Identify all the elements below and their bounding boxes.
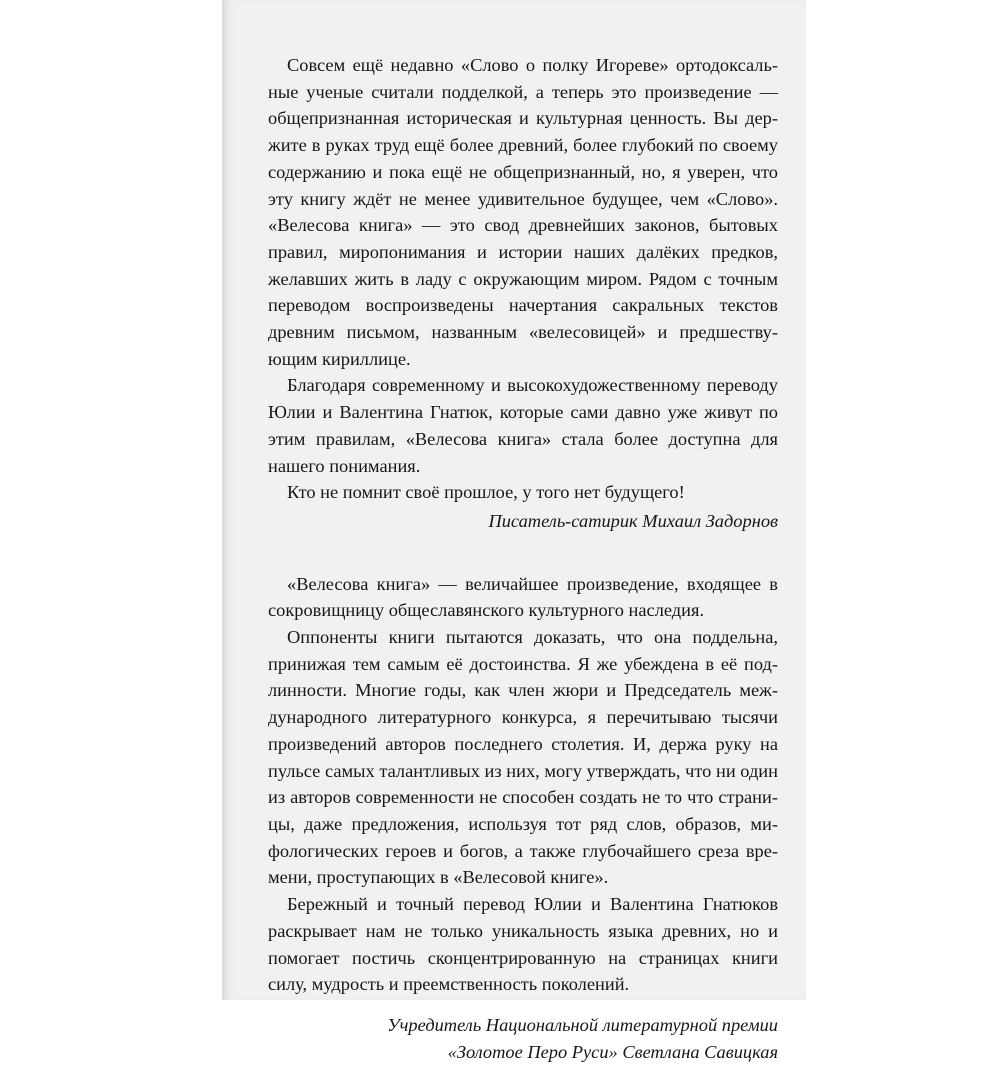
paragraph: Бережный и точный перевод Юлии и Валентина Гнатюков раскрывает нам не только уникальность языка древних, но и помогает постичь сконцентрированную на страницах книги силу, мудрость и преемственность поколений. bbox=[268, 894, 778, 995]
paragraph: Совсем ещё недавно «Слово о полку Игореве» ортодоксальные ученые считали подделкой, а теперь это произведение — общепризнанная историческая и культурная ценность. Вы держите в руках труд ещё более древний, более глубокий по своему содержанию и пока ещё не общепризнанный, но, я уверен, что эту книгу ждёт не менее удивительное будущее, чем «Слово». «Велесова книга» — это свод древнейших законов, бытовых правил, миропонимания и истории наших далёких предков, желавших жить в ладу с окружающим миром. Рядом с точным переводом воспроизведены начертания сакральных текстов древним письмом, названным «велесовицей» и предшествующим кириллице. bbox=[268, 55, 778, 369]
section-gap bbox=[268, 535, 778, 571]
testimonial-zadornov bbox=[268, 52, 778, 535]
page-text bbox=[268, 52, 778, 1065]
paragraph: Благодаря современному и высокохудожественному переводу Юлии и Валентина Гнатюк, которые сами давно уже живут по этим правилам, «Велесова книга» стала более доступна для нашего понимания. bbox=[268, 375, 778, 476]
testimonial-savitskaya bbox=[268, 571, 778, 1065]
author-signature-line2: «Золотое Перо Руси» Светлана Савицкая bbox=[447, 1041, 778, 1062]
author-signature-line1: Учредитель Национальной литературной премии bbox=[387, 1014, 778, 1035]
paragraph: Кто не помнит своё прошлое, у того нет будущего! bbox=[287, 482, 685, 503]
author-signature: Писатель-сатирик Михаил Задорнов bbox=[488, 510, 778, 531]
paragraph: Оппоненты книги пытаются доказать, что она поддельна, принижая тем самым её достоинства. Я же убеждена в её подлинности. Многие годы, как член жюри и Председатель международного литературного конкурса, я перечитываю тысячи произведений авторов последнего столетия. И, держа руку на пульсе самых талантливых из них, могу утверждать, что ни один из авторов современности не способен создать не то что страницы, даже предложения, используя тот ряд слов, образов, мифологических героев и богов, а также глубочайшего среза времени, проступающих в «Велесовой книге». bbox=[268, 627, 778, 888]
paragraph: «Велесова книга» — величайшее произведение, входящее в сокровищницу общеславянского культурного наследия. bbox=[268, 573, 778, 621]
